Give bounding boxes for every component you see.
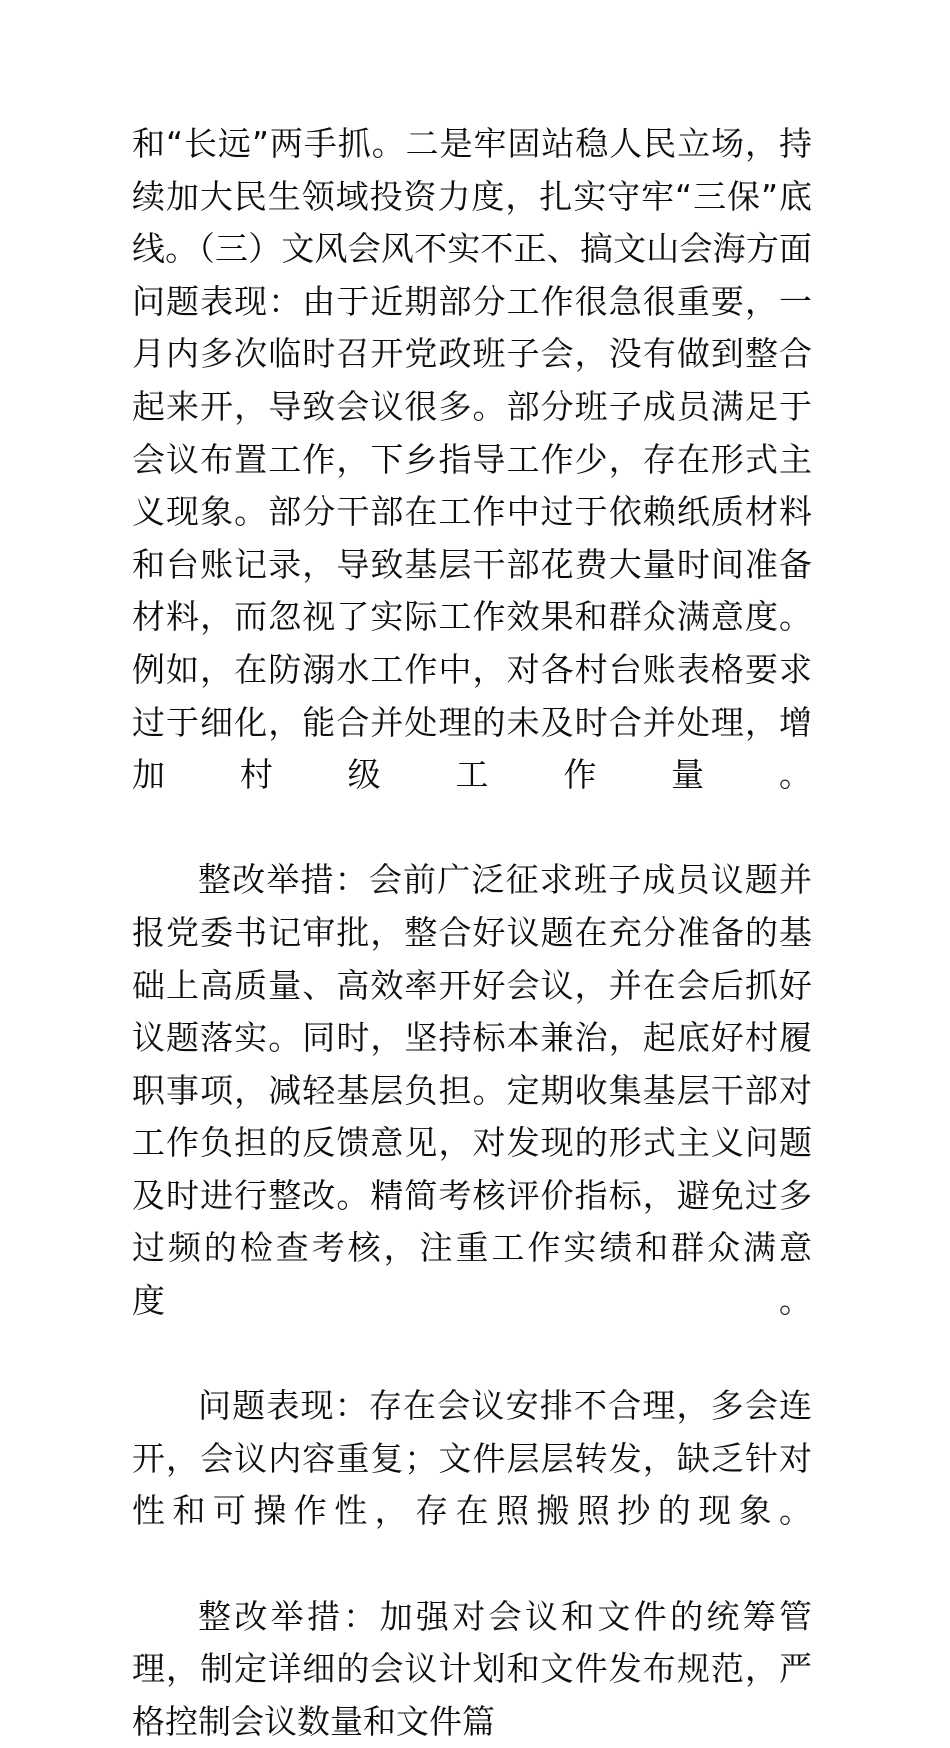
document-text-body — [132, 118, 812, 1748]
paragraph-rectification-measures-1: 整改举措：会前广泛征求班子成员议题并报党委书记审批，整合好议题在充分准备的基础上高质量、高效率开好会议，并在会后抓好议题落实。同时，坚持标本兼治，起底好村履职事项，减轻基层负担。定期收集基层干部对工作负担的反馈意见，对发现的形式主义问题及时进行整改。精简考核评价指标，避免过多过频的检查考核，注重工作实绩和群众满意度。 — [132, 860, 812, 1321]
paragraph-rectification-measures-2: 整改举措：加强对会议和文件的统筹管理，制定详细的会议计划和文件发布规范，严格控制会议数量和文件篇 — [132, 1596, 812, 1741]
paragraph-problem-manifestation: 问题表现：存在会议安排不合理，多会连开，会议内容重复；文件层层转发，缺乏针对性和可操作性，存在照搬照抄的现象。 — [132, 1386, 812, 1531]
paragraph-continuation: 和“长远”两手抓。二是牢固站稳人民立场，持续加大民生领域投资力度，扎实守牢“三保”底线。（三）文风会风不实不正、搞文山会海方面问题表现：由于近期部分工作很急很重要，一月内多次临时召开党政班子会，没有做到整合起来开，导致会议很多。部分班子成员满足于会议布置工作，下乡指导工作少，存在形式主义现象。部分干部在工作中过于依赖纸质材料和台账记录，导致基层干部花费大量时间准备材料，而忽视了实际工作效果和群众满意度。例如，在防溺水工作中，对各村台账表格要求过于细化，能合并处理的未及时合并处理，增加村级工作量。 — [132, 124, 812, 795]
